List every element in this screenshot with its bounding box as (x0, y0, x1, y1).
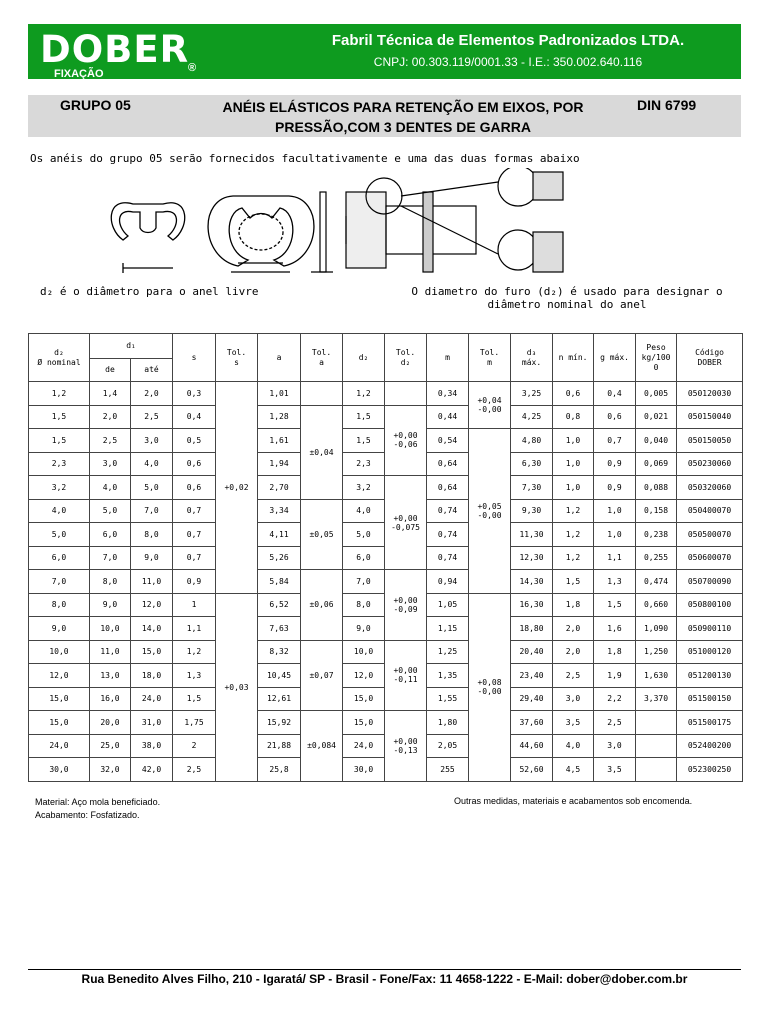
col-g-max: g máx. (594, 334, 636, 382)
cell-m: 0,94 (427, 570, 469, 594)
cell-a: 2,70 (258, 476, 301, 500)
header-text: kg/100 (641, 352, 671, 362)
cell-d1-de: 11,0 (90, 640, 131, 664)
cell-peso: 0,088 (636, 476, 677, 500)
cell-d2-nominal: 9,0 (29, 617, 90, 641)
cell-codigo: 052300250 (677, 758, 743, 782)
cell-d1-de: 2,5 (90, 429, 131, 453)
cell-d2-nominal: 3,2 (29, 476, 90, 500)
caption-right-line-2: diâmetro nominal do anel (487, 298, 647, 311)
cell-n-min: 4,5 (553, 758, 594, 782)
cell-n-min: 1,2 (553, 546, 594, 570)
cell-tol-a: ±0,06 (301, 570, 343, 641)
cell-m: 0,74 (427, 546, 469, 570)
cell-n-min: 1,0 (553, 429, 594, 453)
registered-mark: ® (188, 62, 197, 74)
cell-a: 25,8 (258, 758, 301, 782)
header-text: máx. (521, 357, 542, 367)
cell-a: 6,52 (258, 593, 301, 617)
cell-d2: 9,0 (343, 617, 385, 641)
cell-d2-nominal: 24,0 (29, 734, 90, 758)
cell-tol-d2: +0,00 -0,13 (385, 711, 427, 782)
table-row (29, 405, 743, 429)
cell-peso (636, 711, 677, 735)
col-n-min: n mín. (553, 334, 594, 382)
cell-d3-max: 20,40 (511, 640, 553, 664)
cell-peso: 0,005 (636, 382, 677, 406)
cell-peso: 0,238 (636, 523, 677, 547)
cell-d2: 12,0 (343, 664, 385, 688)
cell-tol-s: +0,03 (216, 593, 258, 781)
col-tol-m (469, 334, 511, 382)
cell-codigo: 050700090 (677, 570, 743, 594)
cell-peso: 0,660 (636, 593, 677, 617)
cell-g-max: 0,4 (594, 382, 636, 406)
cell-tol-a (301, 382, 343, 406)
cell-d1-de: 10,0 (90, 617, 131, 641)
cell-d2-nominal: 4,0 (29, 499, 90, 523)
cell-tol-m: +0,04 -0,00 (469, 382, 511, 429)
col-tol-s (216, 334, 258, 382)
cell-tol-s: +0,02 (216, 382, 258, 594)
header-text: s (234, 357, 239, 367)
header-text: Tol. (395, 347, 416, 357)
cell-d2: 1,5 (343, 429, 385, 453)
cell-n-min: 2,5 (553, 664, 594, 688)
cell-codigo: 051000120 (677, 640, 743, 664)
cell-n-min: 1,5 (553, 570, 594, 594)
cell-d1-de: 32,0 (90, 758, 131, 782)
cell-d1-ate: 4,0 (131, 452, 173, 476)
cell-g-max: 3,5 (594, 758, 636, 782)
cell-d1-de: 5,0 (90, 499, 131, 523)
col-d1: d₁ (90, 334, 173, 359)
cell-codigo: 050150040 (677, 405, 743, 429)
cell-m: 255 (427, 758, 469, 782)
cell-a: 10,45 (258, 664, 301, 688)
cell-a: 5,26 (258, 546, 301, 570)
cell-a: 1,01 (258, 382, 301, 406)
header-text: DOBER (697, 357, 722, 367)
cell-d2: 30,0 (343, 758, 385, 782)
cell-m: 1,35 (427, 664, 469, 688)
cell-d2-nominal: 15,0 (29, 711, 90, 735)
cell-d3-max: 14,30 (511, 570, 553, 594)
document-title: ANÉIS ELÁSTICOS PARA RETENÇÃO EM EIXOS, POR PRESSÃO,COM 3 DENTES DE GARRA (222, 99, 584, 135)
cell-d1-de: 25,0 (90, 734, 131, 758)
cell-d3-max: 6,30 (511, 452, 553, 476)
cell-n-min: 1,2 (553, 523, 594, 547)
cell-n-min: 0,8 (553, 405, 594, 429)
cell-s: 2 (173, 734, 216, 758)
col-tol-d2 (385, 334, 427, 382)
cell-d2: 1,5 (343, 405, 385, 429)
cell-d2-nominal: 8,0 (29, 593, 90, 617)
cell-s: 0,6 (173, 476, 216, 500)
cell-g-max: 1,0 (594, 499, 636, 523)
cell-d1-de: 2,0 (90, 405, 131, 429)
footer-notes (35, 796, 160, 822)
col-d2-nominal (29, 334, 90, 382)
cell-s: 0,6 (173, 452, 216, 476)
header-text: Peso (646, 342, 666, 352)
header-row-1 (29, 334, 743, 359)
cell-m: 1,25 (427, 640, 469, 664)
cell-d2: 1,2 (343, 382, 385, 406)
cell-d1-ate: 42,0 (131, 758, 173, 782)
cell-m: 2,05 (427, 734, 469, 758)
footer-divider (28, 969, 741, 970)
cell-g-max: 3,0 (594, 734, 636, 758)
cell-codigo: 050900110 (677, 617, 743, 641)
cell-tol-a: ±0,084 (301, 711, 343, 782)
cell-d2: 5,0 (343, 523, 385, 547)
cell-d1-ate: 18,0 (131, 664, 173, 688)
cell-a: 8,32 (258, 640, 301, 664)
cell-d1-de: 8,0 (90, 570, 131, 594)
cell-m: 1,15 (427, 617, 469, 641)
col-m: m (427, 334, 469, 382)
cell-m: 0,74 (427, 499, 469, 523)
cell-d2: 2,3 (343, 452, 385, 476)
cell-g-max: 0,7 (594, 429, 636, 453)
header-text: d₂ (54, 347, 64, 357)
cell-codigo: 050120030 (677, 382, 743, 406)
cell-a: 12,61 (258, 687, 301, 711)
material-note: Material: Aço mola beneficiado. (35, 797, 161, 807)
cell-m: 1,05 (427, 593, 469, 617)
cell-d2: 4,0 (343, 499, 385, 523)
caption-right-line-1: O diametro do furo (d₂) é usado para designar o (411, 285, 723, 298)
cell-g-max: 2,2 (594, 687, 636, 711)
cell-s: 0,7 (173, 499, 216, 523)
cell-tol-d2: +0,00 -0,11 (385, 640, 427, 711)
cell-d1-ate: 14,0 (131, 617, 173, 641)
table-row (29, 640, 743, 664)
intro-text: Os anéis do grupo 05 serão fornecidos facultativamente e uma das duas formas abaixo (30, 152, 580, 165)
cell-d1-de: 6,0 (90, 523, 131, 547)
cell-tol-m: +0,05 -0,00 (469, 429, 511, 594)
cell-peso (636, 734, 677, 758)
cell-m: 0,34 (427, 382, 469, 406)
cell-m: 0,64 (427, 452, 469, 476)
cell-peso: 0,255 (636, 546, 677, 570)
header-text: Tol. (479, 347, 500, 357)
caption-left: d₂ é o diâmetro para o anel livre (40, 285, 259, 298)
cell-s: 0,9 (173, 570, 216, 594)
cell-d2: 24,0 (343, 734, 385, 758)
col-d3-max (511, 334, 553, 382)
header-text: Tol. (311, 347, 332, 357)
group-label: GRUPO 05 (60, 97, 131, 113)
cell-d3-max: 44,60 (511, 734, 553, 758)
cell-d2-nominal: 5,0 (29, 523, 90, 547)
cell-g-max: 1,3 (594, 570, 636, 594)
technical-drawing (28, 168, 748, 298)
cell-m: 0,74 (427, 523, 469, 547)
cell-s: 1,3 (173, 664, 216, 688)
company-cnpj: CNPJ: 00.303.119/0001.33 - I.E.: 350.002.640.116 (373, 55, 643, 69)
cell-d3-max: 11,30 (511, 523, 553, 547)
cell-d2: 10,0 (343, 640, 385, 664)
cell-tol-a: ±0,05 (301, 499, 343, 570)
cell-s: 0,4 (173, 405, 216, 429)
cell-codigo: 050150050 (677, 429, 743, 453)
din-standard: DIN 6799 (637, 97, 697, 113)
col-d2: d₂ (343, 334, 385, 382)
cell-n-min: 1,8 (553, 593, 594, 617)
cell-tol-m: +0,08 -0,00 (469, 593, 511, 781)
cell-m: 0,44 (427, 405, 469, 429)
cell-g-max: 1,0 (594, 523, 636, 547)
cell-n-min: 0,6 (553, 382, 594, 406)
cell-codigo: 050230060 (677, 452, 743, 476)
col-tol-a (301, 334, 343, 382)
assembly-drawing (346, 178, 476, 272)
col-d1-de: de (90, 359, 131, 382)
cell-d2-nominal: 1,5 (29, 405, 90, 429)
cell-codigo: 050800100 (677, 593, 743, 617)
company-header (28, 24, 741, 79)
custom-order-note: Outras medidas, materiais e acabamentos sob encomenda. (454, 796, 693, 806)
cell-d3-max: 4,25 (511, 405, 553, 429)
cell-d2-nominal: 2,3 (29, 452, 90, 476)
cell-m: 1,80 (427, 711, 469, 735)
cell-d2: 15,0 (343, 687, 385, 711)
cell-d3-max: 29,40 (511, 687, 553, 711)
cell-d2-nominal: 12,0 (29, 664, 90, 688)
cell-peso: 0,021 (636, 405, 677, 429)
cell-d2-nominal: 10,0 (29, 640, 90, 664)
cell-d2-nominal: 6,0 (29, 546, 90, 570)
table-row (29, 711, 743, 735)
cell-g-max: 0,9 (594, 452, 636, 476)
header-text: d₃ (526, 347, 537, 357)
header-text: Ø nominal (37, 357, 81, 367)
cell-a: 1,61 (258, 429, 301, 453)
cell-a: 21,88 (258, 734, 301, 758)
title-bar (28, 95, 741, 137)
caption-right (392, 285, 742, 311)
col-peso (636, 334, 677, 382)
cell-s: 1,75 (173, 711, 216, 735)
cell-n-min: 3,0 (553, 687, 594, 711)
cell-codigo: 050320060 (677, 476, 743, 500)
cell-a: 1,28 (258, 405, 301, 429)
cell-d1-de: 9,0 (90, 593, 131, 617)
cell-m: 0,64 (427, 476, 469, 500)
cell-d1-ate: 9,0 (131, 546, 173, 570)
cell-peso: 1,630 (636, 664, 677, 688)
cell-m: 1,55 (427, 687, 469, 711)
cell-peso: 0,158 (636, 499, 677, 523)
cell-d1-ate: 31,0 (131, 711, 173, 735)
cell-d2: 15,0 (343, 711, 385, 735)
cell-a: 3,34 (258, 499, 301, 523)
cell-d1-ate: 5,0 (131, 476, 173, 500)
cell-s: 2,5 (173, 758, 216, 782)
col-codigo (677, 334, 743, 382)
ring-side-view-drawing (311, 192, 333, 272)
cell-d1-ate: 38,0 (131, 734, 173, 758)
cell-d2: 8,0 (343, 593, 385, 617)
cell-s: 0,5 (173, 429, 216, 453)
cell-d1-de: 7,0 (90, 546, 131, 570)
cell-n-min: 1,0 (553, 476, 594, 500)
cell-d3-max: 3,25 (511, 382, 553, 406)
cell-codigo: 051500150 (677, 687, 743, 711)
cell-d1-ate: 12,0 (131, 593, 173, 617)
cell-a: 5,84 (258, 570, 301, 594)
cell-d2-nominal: 1,5 (29, 429, 90, 453)
cell-d1-de: 3,0 (90, 452, 131, 476)
cell-n-min: 2,0 (553, 640, 594, 664)
cell-n-min: 4,0 (553, 734, 594, 758)
cell-d1-ate: 2,0 (131, 382, 173, 406)
cell-codigo: 050400070 (677, 499, 743, 523)
cell-a: 4,11 (258, 523, 301, 547)
cell-peso: 1,090 (636, 617, 677, 641)
specification-table (28, 333, 743, 782)
company-name: Fabril Técnica de Elementos Padronizados LTDA. (331, 32, 685, 49)
cell-d3-max: 12,30 (511, 546, 553, 570)
cell-codigo: 052400200 (677, 734, 743, 758)
cell-peso (636, 758, 677, 782)
table-row (29, 382, 743, 406)
cell-s: 1 (173, 593, 216, 617)
cell-codigo: 051500175 (677, 711, 743, 735)
logo-subtitle: FIXAÇÃO (54, 68, 104, 80)
cell-peso: 0,069 (636, 452, 677, 476)
header-text: m (487, 357, 492, 367)
cell-d2: 3,2 (343, 476, 385, 500)
cell-s: 1,2 (173, 640, 216, 664)
table-row (29, 476, 743, 500)
cell-d1-ate: 24,0 (131, 687, 173, 711)
cell-d3-max: 37,60 (511, 711, 553, 735)
cell-codigo: 050500070 (677, 523, 743, 547)
col-s: s (173, 334, 216, 382)
cell-codigo: 051200130 (677, 664, 743, 688)
cell-s: 0,7 (173, 546, 216, 570)
cell-a: 15,92 (258, 711, 301, 735)
cell-d3-max: 18,80 (511, 617, 553, 641)
cell-d3-max: 23,40 (511, 664, 553, 688)
cell-n-min: 1,0 (553, 452, 594, 476)
cell-n-min: 1,2 (553, 499, 594, 523)
logo-word: DOBER (40, 28, 190, 71)
cell-d1-de: 13,0 (90, 664, 131, 688)
cell-d3-max: 16,30 (511, 593, 553, 617)
table-body (29, 382, 743, 782)
cell-d1-de: 4,0 (90, 476, 131, 500)
header-text: Tol. (226, 347, 247, 357)
header-text: a (319, 357, 324, 367)
cell-a: 7,63 (258, 617, 301, 641)
cell-d1-ate: 7,0 (131, 499, 173, 523)
cell-d3-max: 7,30 (511, 476, 553, 500)
cell-g-max: 1,6 (594, 617, 636, 641)
cell-g-max: 0,6 (594, 405, 636, 429)
cell-s: 1,5 (173, 687, 216, 711)
ring-form-1-drawing (111, 203, 184, 273)
header-text: d₂ (400, 357, 411, 367)
cell-a: 1,94 (258, 452, 301, 476)
cell-tol-d2: +0,00 -0,075 (385, 476, 427, 570)
cell-d2-nominal: 1,2 (29, 382, 90, 406)
cell-tol-a: ±0,07 (301, 640, 343, 711)
cell-tol-d2 (385, 382, 427, 406)
cell-peso: 0,474 (636, 570, 677, 594)
cell-d2-nominal: 15,0 (29, 687, 90, 711)
cell-n-min: 3,5 (553, 711, 594, 735)
cell-g-max: 1,5 (594, 593, 636, 617)
cell-d2: 6,0 (343, 546, 385, 570)
dober-logo (40, 28, 230, 80)
cell-d1-ate: 8,0 (131, 523, 173, 547)
cell-m: 0,54 (427, 429, 469, 453)
cell-codigo: 050600070 (677, 546, 743, 570)
header-text: 0 (653, 362, 659, 372)
cell-d1-de: 20,0 (90, 711, 131, 735)
table-row (29, 570, 743, 594)
cell-n-min: 2,0 (553, 617, 594, 641)
cell-g-max: 1,9 (594, 664, 636, 688)
cell-s: 0,7 (173, 523, 216, 547)
company-address: Rua Benedito Alves Filho, 210 - Igaratá/ SP - Brasil - Fone/Fax: 11 4658-1222 - E-Mail: dober@dober.com.br (81, 972, 688, 986)
cell-d1-de: 1,4 (90, 382, 131, 406)
cell-peso: 0,040 (636, 429, 677, 453)
cell-peso: 3,370 (636, 687, 677, 711)
cell-d1-de: 16,0 (90, 687, 131, 711)
cell-d3-max: 9,30 (511, 499, 553, 523)
cell-g-max: 0,9 (594, 476, 636, 500)
cell-d3-max: 4,80 (511, 429, 553, 453)
cell-s: 0,3 (173, 382, 216, 406)
finish-note: Acabamento: Fosfatizado. (35, 810, 140, 820)
cell-g-max: 1,8 (594, 640, 636, 664)
cell-tol-d2: +0,00 -0,09 (385, 570, 427, 641)
cell-s: 1,1 (173, 617, 216, 641)
col-d1-ate: até (131, 359, 173, 382)
cell-d3-max: 52,60 (511, 758, 553, 782)
cell-d2-nominal: 7,0 (29, 570, 90, 594)
cell-d2-nominal: 30,0 (29, 758, 90, 782)
cell-d1-ate: 2,5 (131, 405, 173, 429)
cell-tol-a: ±0,04 (301, 405, 343, 499)
cell-tol-d2: +0,00 -0,06 (385, 405, 427, 476)
cell-d2: 7,0 (343, 570, 385, 594)
cell-d1-ate: 11,0 (131, 570, 173, 594)
cell-d1-ate: 3,0 (131, 429, 173, 453)
cell-d1-ate: 15,0 (131, 640, 173, 664)
cell-g-max: 2,5 (594, 711, 636, 735)
col-a: a (258, 334, 301, 382)
ring-form-2-drawing (208, 196, 314, 272)
cell-peso: 1,250 (636, 640, 677, 664)
cell-g-max: 1,1 (594, 546, 636, 570)
header-text: Código (695, 347, 724, 357)
